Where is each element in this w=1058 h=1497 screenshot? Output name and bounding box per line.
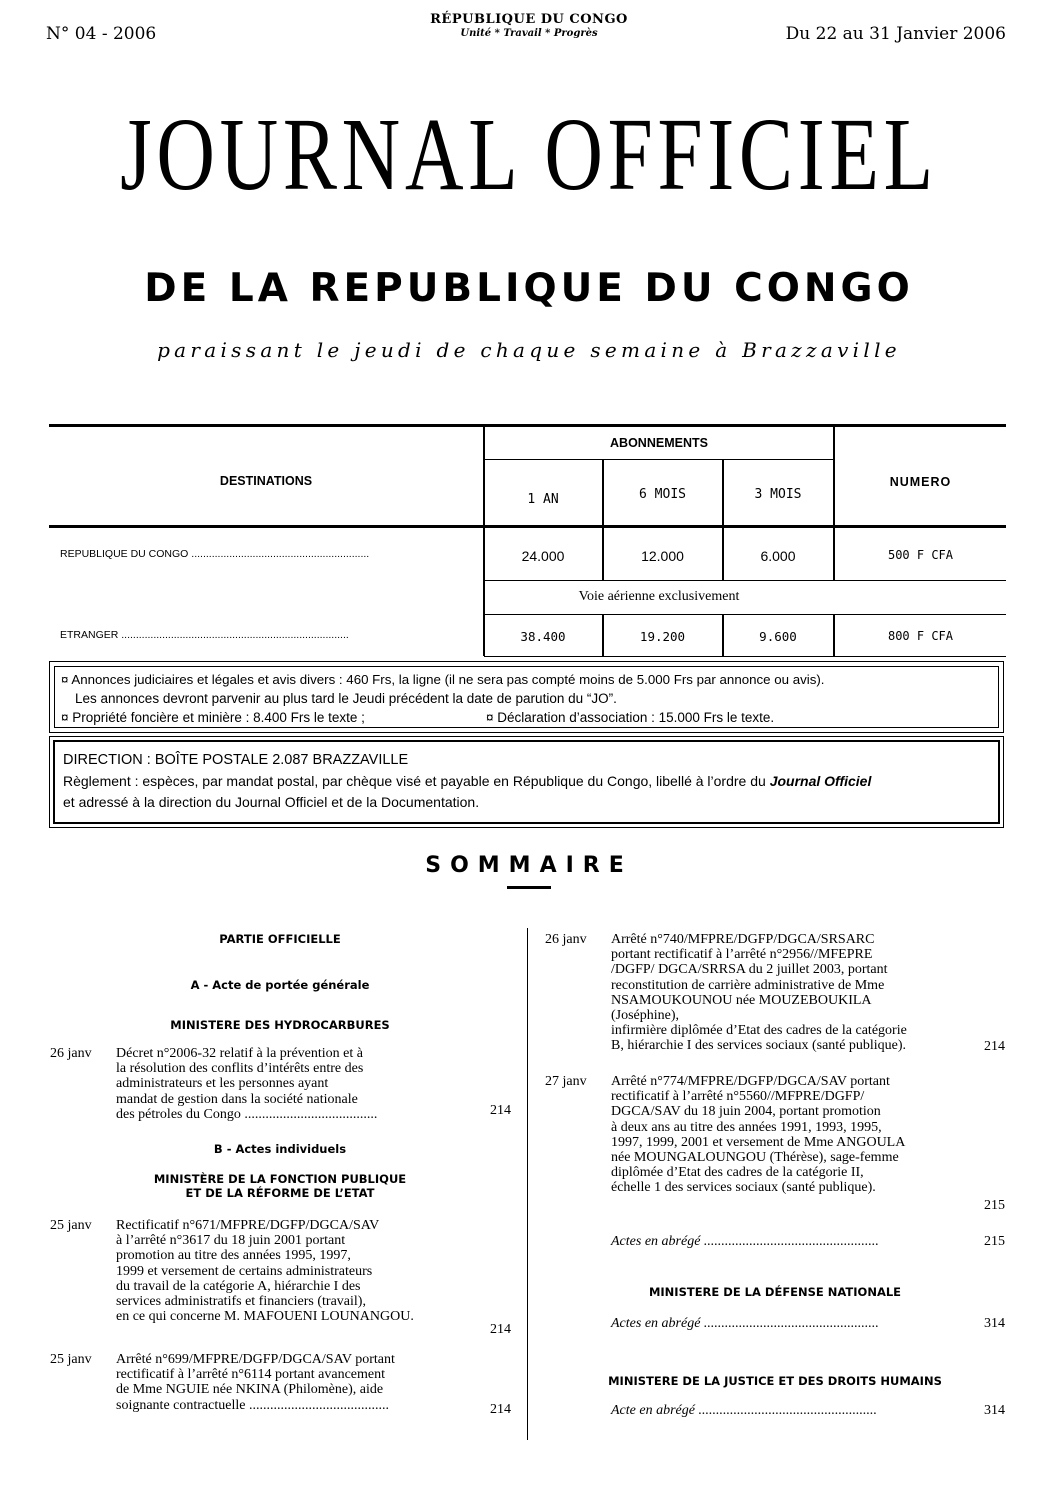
entry-line: du travail de la catégorie A, hiérarchie I des	[116, 1278, 361, 1294]
partie-officielle-heading: PARTIE OFFICIELLE	[219, 932, 341, 946]
entry-line: Rectificatif n°671/MFPRE/DGFP/DGCA/SAV	[116, 1218, 380, 1233]
entry-line: promotion au titre des années 1995, 1997,	[116, 1248, 351, 1264]
air-mail-note: Voie aérienne exclusivement	[578, 589, 740, 604]
notice-association: ¤ Déclaration d’association : 15.000 Frs le texte.	[486, 710, 775, 725]
table-rule	[484, 614, 1006, 615]
direction-inner	[53, 740, 1000, 824]
row-etranger-label: ETRANGER ..............................................................................	[60, 629, 349, 641]
payment-text: Règlement : espèces, par mandat postal, par chèque visé et payable en République du Congo, libellé à l’ordre du	[63, 773, 766, 789]
entry-line: rectificatif à l’arrêté n°5560//MFPRE/DGFP/	[611, 1089, 865, 1105]
entry-line: à deux ans au titre des années 1991, 1993, 1995,	[611, 1119, 882, 1135]
col-numero: NUMERO	[889, 475, 952, 489]
section-a-heading: A - Acte de portée générale	[190, 978, 370, 992]
actes-en-abrege-defense[interactable]: Actes en abrégé ..................................................	[611, 1316, 879, 1331]
entry-page: 215	[984, 1198, 1005, 1213]
entry-line: 1997, 1999, 2001 et versement de Mme ANGOULA	[611, 1134, 906, 1150]
col-6-mois: 6 MOIS	[639, 487, 686, 502]
national-motto: Unité * Travail * Progrès	[460, 28, 598, 39]
entry-line: administrateurs et les personnes ayant	[116, 1076, 329, 1092]
ministry-hydrocarbures-heading: MINISTERE DES HYDROCARBURES	[170, 1018, 390, 1032]
table-divider	[483, 426, 485, 656]
table-rule	[484, 459, 834, 460]
notices-inner	[54, 666, 999, 728]
entry-date: 27 janv	[545, 1074, 587, 1089]
row-etranger-3mois: 9.600	[759, 629, 797, 644]
entry-line: diplômée d’Etat des cadres de la catégorie II,	[611, 1165, 864, 1181]
sommaire-entry-decret[interactable]	[116, 1046, 446, 1122]
col-3-mois: 3 MOIS	[754, 487, 802, 502]
issue-dates: Du 22 au 31 Janvier 2006	[785, 24, 1006, 44]
entry-line: des pétroles du Congo ......................................	[116, 1106, 378, 1122]
entry-line: /DGFP/ DGCA/SRRSA du 2 juillet 2003, portant	[611, 962, 888, 978]
table-header-rule	[49, 525, 1006, 528]
entry-line: B, hiérarchie I des services sociaux (santé publique).	[611, 1038, 907, 1054]
notice-property: ¤ Propriété foncière et minière : 8.400 Frs le texte ;	[61, 710, 365, 725]
entry-date: 25 janv	[50, 1218, 92, 1233]
sommaire-title: SOMMAIRE	[425, 853, 633, 878]
row-etranger-1an: 38.400	[520, 629, 566, 644]
journal-subtitle: DE LA REPUBLIQUE DU CONGO	[144, 266, 914, 311]
sommaire-entry-rectificatif-671[interactable]	[116, 1218, 456, 1324]
entry-date: 25 janv	[50, 1352, 92, 1367]
entry-date: 26 janv	[50, 1046, 92, 1061]
notice-deadline: Les annonces devront parvenir au plus tard le Jeudi précédent la date de parution du “JO”.	[75, 691, 617, 706]
entry-line: Arrêté n°774/MFPRE/DGFP/DGCA/SAV portant	[611, 1074, 890, 1089]
direction-address-line: et adressé à la direction du Journal Officiel et de la Documentation.	[63, 794, 480, 810]
sommaire-entry-arrete-774[interactable]	[611, 1074, 941, 1196]
entry-line: à l’arrêté n°3617 du 18 juin 2001 portant	[116, 1233, 346, 1249]
journal-tagline: paraissant le jeudi de chaque semaine à Brazzaville	[157, 338, 901, 362]
table-top-rule	[49, 424, 1006, 427]
entry-date: 26 janv	[545, 932, 587, 947]
journal-name: Journal Officiel	[769, 773, 872, 789]
entry-line: en ce qui concerne M. MAFOUENI LOUNANGOU.	[116, 1309, 414, 1325]
direction-box	[49, 736, 1004, 828]
entry-line: soignante contractuelle ........................................	[116, 1397, 389, 1413]
ministry-line: MINISTÈRE DE LA FONCTION PUBLIQUE	[153, 1172, 407, 1186]
row-etranger-6mois: 19.200	[639, 629, 686, 644]
entry-line: Arrêté n°740/MFPRE/DGFP/DGCA/SRSARC	[611, 932, 875, 947]
entry-page: 214	[490, 1103, 511, 1118]
entry-page: 215	[984, 1234, 1005, 1249]
sommaire-underline	[507, 886, 551, 889]
section-b-heading: B - Actes individuels	[213, 1142, 347, 1156]
col-abonnements: ABONNEMENTS	[610, 436, 708, 450]
entry-line: Décret n°2006-32 relatif à la prévention et à	[116, 1046, 363, 1061]
notices-box	[49, 661, 1004, 733]
actes-en-abrege-fonction-publique[interactable]: Actes en abrégé ..................................................	[611, 1234, 879, 1249]
entry-line: mandat de gestion dans la société nationale	[116, 1091, 358, 1107]
notice-announcements: ¤ Annonces judiciaires et légales et avis divers : 460 Frs, la ligne (il ne sera pas compté moins de 5.000 Frs par annonce ou avis).	[61, 672, 825, 687]
entry-page: 214	[490, 1402, 511, 1417]
republic-name: RÉPUBLIQUE DU CONGO	[430, 12, 628, 27]
entry-line: NSAMOUKOUNOU née MOUZEBOUKILA (Joséphine),	[611, 992, 871, 1024]
column-divider	[527, 928, 528, 1440]
ministry-justice-heading: MINISTERE DE LA JUSTICE ET DES DROITS HUMAINS	[608, 1374, 942, 1388]
ministry-fonction-publique-heading	[50, 1172, 510, 1200]
table-rule	[484, 580, 1006, 581]
entry-line: née MOUNGALOUNGOU (Thérèse), sage-femme	[611, 1150, 899, 1166]
entry-line: reconstitution de carrière administrative de Mme	[611, 977, 885, 993]
direction-address: DIRECTION : BOÎTE POSTALE 2.087 BRAZZAVILLE	[63, 752, 409, 768]
entry-line: Arrêté n°699/MFPRE/DGFP/DGCA/SAV portant	[116, 1352, 395, 1367]
entry-line: DGCA/SAV du 18 juin 2004, portant promotion	[611, 1104, 881, 1120]
row-congo-label: REPUBLIQUE DU CONGO .............................................................	[60, 548, 370, 560]
entry-line: la résolution des conflits d’intérêts entre des	[116, 1061, 364, 1077]
entry-line: de Mme NGUIE née NKINA (Philomène), aide	[116, 1382, 384, 1398]
row-congo-numero: 500 F CFA	[887, 548, 954, 562]
entry-line: infirmière diplômée d’Etat des cadres de la catégorie	[611, 1023, 907, 1039]
entry-line: rectificatif à l’arrêté n°6114 portant avancement	[116, 1367, 385, 1383]
journal-title: JOURNAL OFFICIEL	[120, 97, 938, 212]
row-congo-6mois: 12.000	[641, 548, 684, 564]
entry-line: services administratifs et financiers (travail),	[116, 1294, 366, 1310]
entry-line: portant rectificatif à l’arrêté n°2956//MFEPRE	[611, 947, 873, 963]
acte-en-abrege-justice[interactable]: Acte en abrégé ...................................................	[611, 1403, 877, 1418]
issue-number: N° 04 - 2006	[46, 24, 157, 44]
entry-page: 214	[490, 1322, 511, 1337]
entry-page: 314	[984, 1403, 1005, 1418]
row-etranger-numero: 800 F CFA	[887, 629, 954, 643]
entry-line: 1999 et versement de certains administrateurs	[116, 1263, 373, 1279]
col-1-an: 1 AN	[527, 492, 559, 507]
sommaire-entry-arrete-699[interactable]	[116, 1352, 456, 1413]
ministry-defense-heading: MINISTERE DE LA DÉFENSE NATIONALE	[648, 1285, 902, 1299]
col-destinations: DESTINATIONS	[219, 474, 313, 488]
sommaire-entry-arrete-740[interactable]	[611, 932, 941, 1054]
ministry-line: ET DE LA RÉFORME DE L’ETAT	[185, 1186, 375, 1200]
row-congo-3mois: 6.000	[760, 548, 796, 564]
entry-line: échelle 1 des services sociaux (santé publique).	[611, 1180, 876, 1196]
row-congo-1an: 24.000	[521, 548, 565, 564]
entry-page: 314	[984, 1316, 1005, 1331]
direction-payment	[63, 773, 871, 789]
table-rule	[484, 656, 1006, 657]
entry-page: 214	[984, 1039, 1005, 1054]
